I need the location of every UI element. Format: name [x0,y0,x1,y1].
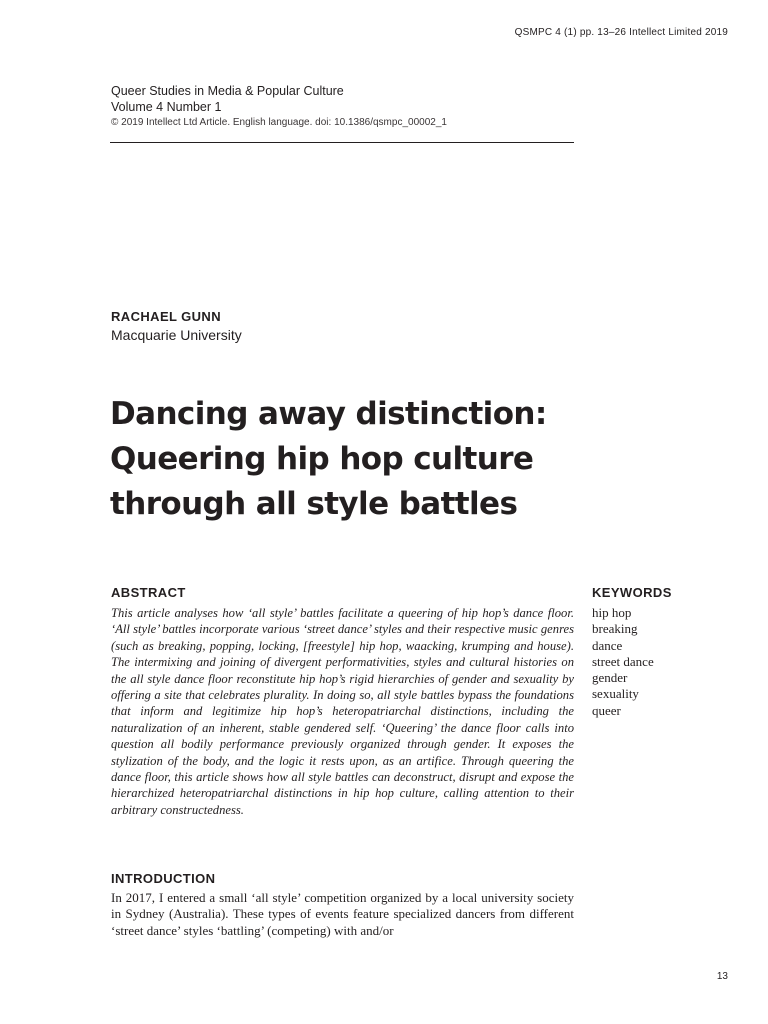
page-number: 13 [716,971,728,982]
article-title [110,392,580,527]
abstract-text: This article analyses how ‘all style’ battles facilitate a queering of hip hop’s dance floor. ‘All style’ battles incorporate various ‘street dance’ styles and their respective music genres (such as breaking, popping, locking, [freestyle] hip hop, waacking, krumping and house). The intermixing and joining of divergent performativities, styles and cultural histories on the all style dance floor reconstitute hip hop’s rigid hierarchies of gender and sexuality by offering a site that celebrates plurality. In doing so, all style battles bypass the foundations that inform and legitimize hip hop’s heteropatriarchal distinctions, including the naturalization of an inherent, stable gendered self. ‘Queering’ the dance floor calls into question all bodily performance previously organized through gender. It exposes the stylization of the body, and the logic it rests upon, as an artifice. Through queering the dance floor, this article shows how all style battles can deconstruct, disrupt and expose the hierarchized heteropatriarchal distinctions in hip hop culture, calling attention to their arbitrary constructedness. [111,606,574,817]
introduction-heading: INTRODUCTION [111,871,216,886]
author-block [111,308,242,344]
journal-doi-line: © 2019 Intellect Ltd Article. English language. doi: 10.1386/qsmpc_00002_1 [111,117,447,128]
title-line: Dancing away distinction: [110,396,547,432]
keyword-item: dance [592,637,623,653]
keyword-item: queer [592,702,621,718]
running-head: QSMPC 4 (1) pp. 13–26 Intellect Limited 2019 [514,27,728,38]
author-affiliation: Macquarie University [111,327,242,343]
author-name: RACHAEL GUNN [111,309,222,324]
journal-name: Queer Studies in Media & Popular Culture [111,84,344,98]
abstract-heading: ABSTRACT [111,585,186,600]
keyword-item: hip hop [592,605,632,620]
keywords-list [592,605,654,719]
keyword-item: breaking [592,621,638,637]
keyword-item: street dance [592,653,654,669]
introduction-text: In 2017, I entered a small ‘all style’ competition organized by a local university society in Sydney (Australia). These types of events feature specialized dancers from different ‘street dance’ styles ‘battling’ (competing) with and/or [111,890,574,938]
keyword-item: gender [592,670,628,686]
keyword-item: sexuality [592,686,639,702]
title-line: Queering hip hop culture [110,441,534,477]
header-rule [110,142,574,143]
keywords-heading: KEYWORDS [592,585,672,600]
title-line: through all style battles [110,486,518,522]
journal-volume: Volume 4 Number 1 [111,100,222,114]
journal-info [111,83,574,131]
